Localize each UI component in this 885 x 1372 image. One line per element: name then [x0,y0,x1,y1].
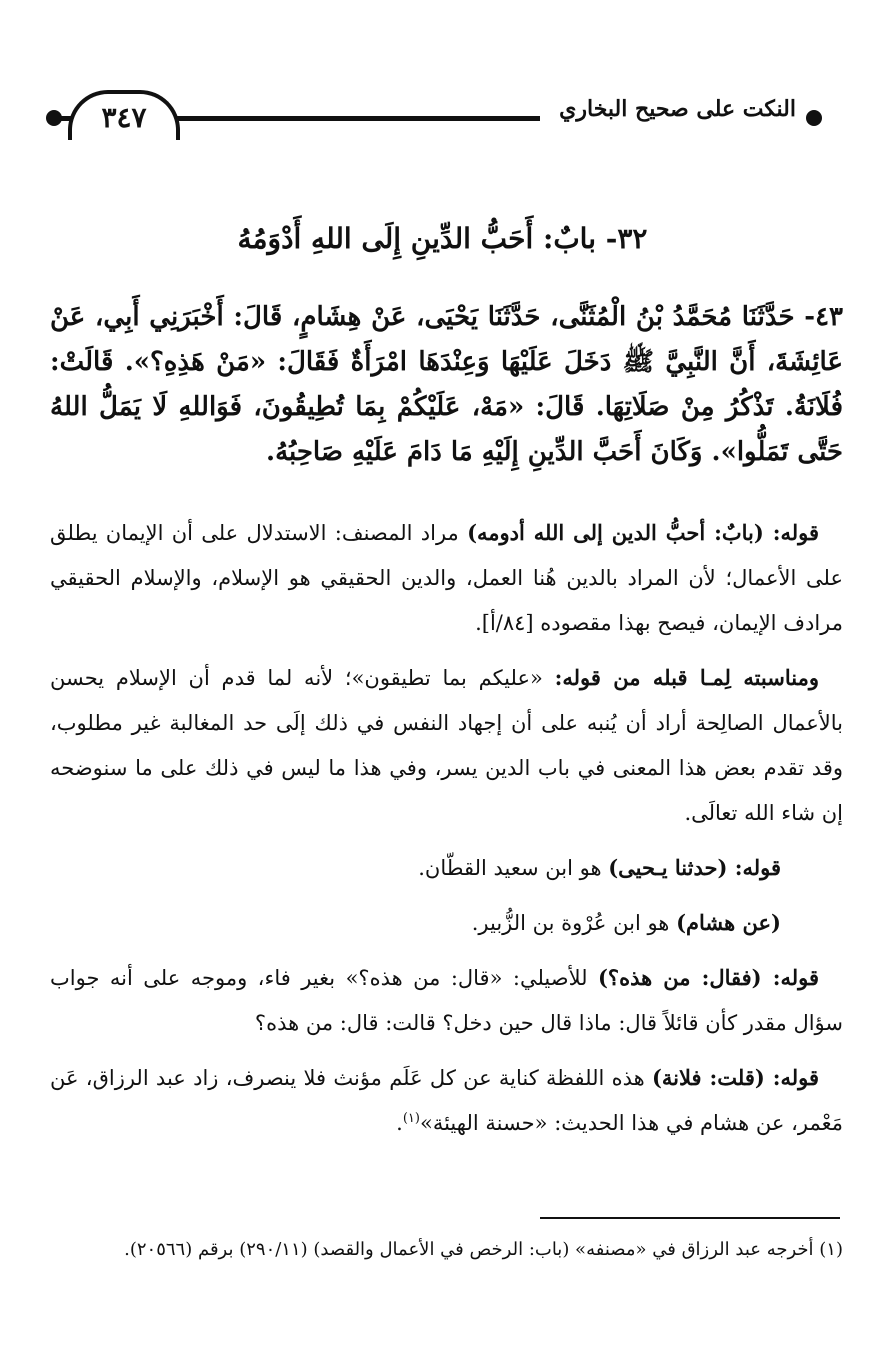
commentary-paragraph [50,845,843,891]
header-dot-left [46,110,62,126]
footnote-reference[interactable]: (١) [402,1111,420,1126]
paragraph-text: للأصيلي: «قال: من هذه؟» بغير فاء، وموجه على أنه جواب سؤال مقدر كأن قائلاً قال: ماذا قال حين دخل؟ قالت: قال: من هذه؟ [50,966,843,1035]
commentary-paragraph [50,900,843,946]
paragraph-label: قوله: (قلت: فلانة) [651,1065,819,1090]
paragraph-label: قوله: (فقال: من هذه؟) [598,965,819,990]
footnote: (١) أخرجه عبد الرزاق في «مصنفه» (باب: الرخص في الأعمال والقصد) (٢٩٠/١١) برقم (٢٠٥٦٦). [124,1239,843,1260]
header-dot-right [806,110,822,126]
paragraph-text: هذه اللفظة كناية عن كل عَلَم مؤنث فلا ينصرف، زاد عبد الرزاق، عَن مَعْمر، عن هشام في هذا الحديث: «حسنة الهيئة» [50,1066,843,1135]
paragraph-label: قوله: (حدثنا يـحيى) [608,855,781,880]
page-header [40,82,840,154]
page-number: ٣٤٧ [68,90,180,140]
commentary-paragraph [50,1055,843,1146]
paragraph-end: . [396,1111,403,1135]
paragraph-label: ومناسبته لِمـا قبله من قوله: [554,665,819,690]
paragraph-label: (عن هشام) [676,910,781,935]
book-title: النكت على صحيح البخاري [559,96,796,122]
paragraph-text: «عليكم بما تطيقون»؛ لأنه لما قدم أن الإسلام يحسن بالأعمال الصالِحة أراد أن يُنبه على أن إجهاد النفس في ذلك إلَى حد المغالبة غير مطلوب، وقد تقدم بعض هذا المعنى في باب الدين يسر، وفي هذا ما ليس في ذلك على ما سنوضحه إن شاء الله تعالَى. [50,666,843,825]
footnote-divider [540,1217,840,1219]
commentary-paragraph [50,510,843,646]
paragraph-text: هو ابن سعيد القطّان. [418,856,602,880]
paragraph-text: مراد المصنف: الاستدلال على أن الإيمان يطلق على الأعمال؛ لأن المراد بالدين هُنا العمل، والدين الحقيقي هو الإسلام، والإسلام الحقيقي مرادف الإيمان، فيصح بهذا مقصوده [٨٤/أ]. [50,521,843,635]
chapter-title: ٣٢- بابٌ: أَحَبُّ الدِّينِ إِلَى اللهِ أَدْوَمُهُ [237,222,648,255]
commentary-paragraph [50,955,843,1046]
hadith-text: ٤٣- حَدَّثَنَا مُحَمَّدُ بْنُ الْمُثَنَّى، حَدَّثَنَا يَحْيَى، عَنْ هِشَامٍ، قَالَ: أَخْبَرَنِي أَبِي، عَنْ عَائِشَةَ، أَنَّ النَّبِيَّ ﷺ دَخَلَ عَلَيْهَا وَعِنْدَهَا امْرَأَةٌ فَقَالَ: «مَنْ هَذِهِ؟». قَالَتْ: فُلَانَةُ. تَذْكُرُ مِنْ صَلَاتِهَا. قَالَ: «مَهْ، عَلَيْكُمْ بِمَا تُطِيقُونَ، فَوَاللهِ لَا يَمَلُّ اللهُ حَتَّى تَمَلُّوا». وَكَانَ أَحَبَّ الدِّينِ إِلَيْهِ مَا دَامَ عَلَيْهِ صَاحِبُهُ. [50,302,843,467]
commentary [50,510,843,1155]
paragraph-label: قوله: (بابٌ: أحبُّ الدين إلى الله أدومه) [467,520,819,545]
commentary-paragraph [50,655,843,836]
paragraph-text: هو ابن عُرْوة بن الزُّبير. [471,911,670,935]
